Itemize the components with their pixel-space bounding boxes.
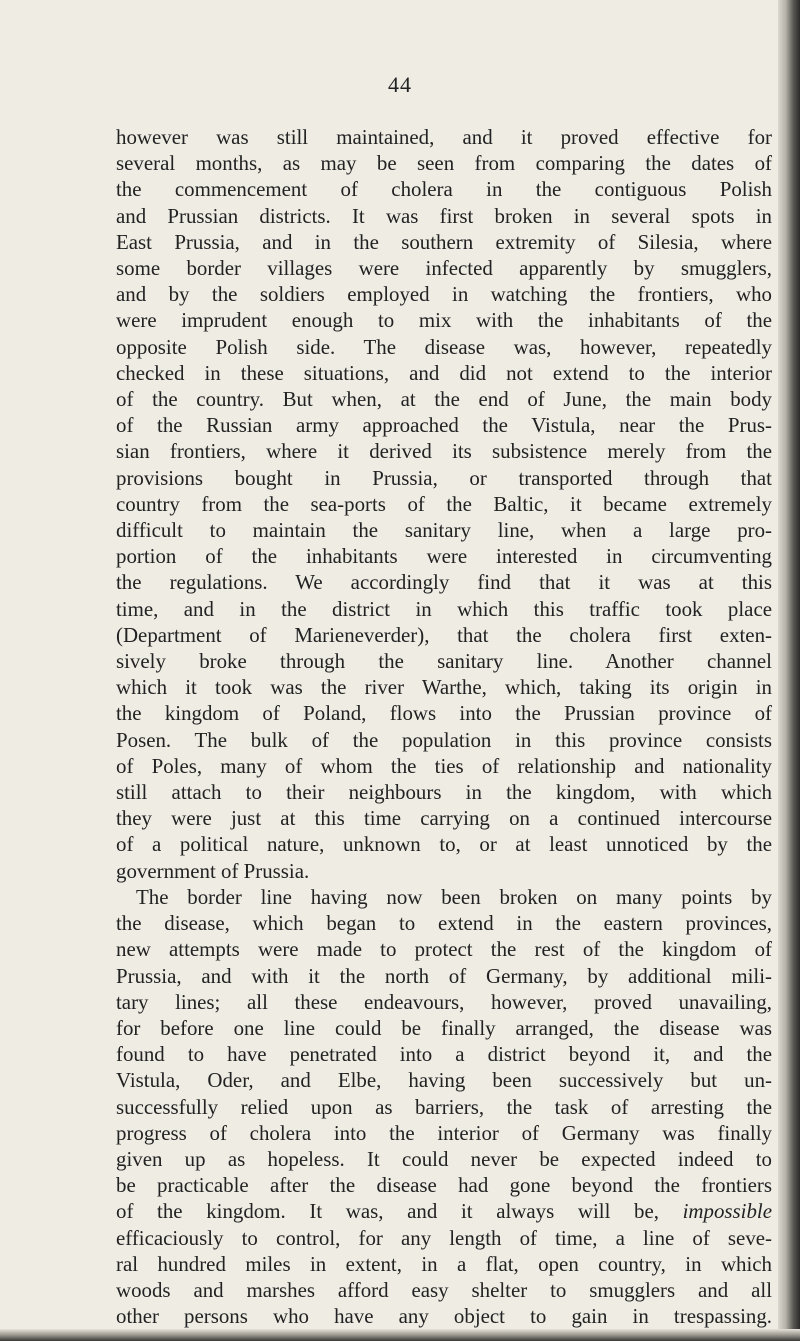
text-line: checked in these situations, and did not extend to the interior [116, 360, 772, 385]
text-line: of Poles, many of whom the ties of relationship and nationality [116, 753, 772, 778]
paragraph-2 [116, 884, 772, 1329]
text-line: some border villages were infected apparently by smugglers, [116, 256, 772, 281]
text-line: sively broke through the sanitary line. Another channel [116, 649, 772, 674]
text-line: sian frontiers, where it derived its subsistence merely from the [116, 439, 772, 464]
emphasis-text: impossible [682, 1199, 772, 1224]
text-line: several months, as may be seen from comparing the dates of [116, 151, 772, 176]
text-line: efficaciously to control, for any length of time, a line of seve- [116, 1225, 772, 1250]
text-line: successfully relied upon as barriers, the task of arresting the [116, 1094, 772, 1119]
text-line: however was still maintained, and it proved effective for [116, 125, 772, 149]
page-number: 44 [388, 72, 412, 97]
text-line: new attempts were made to protect the rest of the kingdom of [116, 937, 772, 962]
text-line: they were just at this time carrying on a continued intercourse [116, 806, 772, 831]
text-line: provisions bought in Prussia, or transported through that [116, 465, 772, 490]
text-line: other persons who have any object to gain in trespassing. [116, 1304, 772, 1329]
book-spine-shadow [778, 0, 800, 1341]
text-line: government of Prussia. [116, 858, 310, 883]
text-line: for before one line could be finally arranged, the disease was [116, 1015, 772, 1040]
text-line: which it took was the river Warthe, which, taking its origin in [116, 675, 772, 700]
text-line: of the Russian army approached the Vistula, near the Prus- [116, 413, 772, 438]
text-line: were imprudent enough to mix with the inhabitants of the [116, 308, 772, 333]
text-line: country from the sea-ports of the Baltic, it became extremely [116, 491, 772, 516]
text-line: Posen. The bulk of the population in this province consists [116, 727, 772, 752]
text-line: difficult to maintain the sanitary line, when a large pro- [116, 518, 772, 543]
text-line: be practicable after the disease had gone beyond the frontiers [116, 1173, 772, 1198]
text-line: Vistula, Oder, and Elbe, having been successively but un- [116, 1068, 772, 1093]
text-line: time, and in the district in which this traffic took place [116, 596, 772, 621]
page-bottom-edge [0, 1329, 800, 1341]
text-line: woods and marshes afford easy shelter to smugglers and all [116, 1277, 772, 1302]
text-line: progress of cholera into the interior of Germany was finally [116, 1120, 772, 1145]
text-line: (Department of Marieneverder), that the cholera first exten- [116, 622, 772, 647]
text-line: portion of the inhabitants were interested in circumventing [116, 544, 772, 569]
text-line: of a political nature, unknown to, or at least unnoticed by the [116, 832, 772, 857]
text-line-with-emphasis [116, 1198, 772, 1224]
text-line: tary lines; all these endeavours, however, proved unavailing, [116, 989, 772, 1014]
text-line: the kingdom of Poland, flows into the Prussian province of [116, 701, 772, 726]
text-line: opposite Polish side. The disease was, however, repeatedly [116, 334, 772, 359]
text-line: still attach to their neighbours in the kingdom, with which [116, 780, 772, 805]
text-line: Prussia, and with it the north of Germany, by additional mili- [116, 963, 772, 988]
body-text [116, 124, 772, 1329]
text-line: and Prussian districts. It was first broken in several spots in [116, 203, 772, 228]
text-line: East Prussia, and in the southern extremity of Silesia, where [116, 229, 772, 254]
text-line: given up as hopeless. It could never be expected indeed to [116, 1146, 772, 1171]
text-line: of the country. But when, at the end of June, the main body [116, 387, 772, 412]
paragraph-1 [116, 124, 772, 884]
text-line: and by the soldiers employed in watching the frontiers, who [116, 282, 772, 307]
text-line: the regulations. We accordingly find that it was at this [116, 570, 772, 595]
text-line: ral hundred miles in extent, in a flat, open country, in which [116, 1251, 772, 1276]
text-line: found to have penetrated into a district beyond it, and the [116, 1042, 772, 1067]
text-segment: of the kingdom. It was, and it always will be, [116, 1199, 683, 1224]
text-line: the disease, which began to extend in the eastern provinces, [116, 911, 772, 936]
text-line: The border line having now been broken on many points by [136, 884, 772, 909]
text-line: the commencement of cholera in the contiguous Polish [116, 177, 772, 202]
